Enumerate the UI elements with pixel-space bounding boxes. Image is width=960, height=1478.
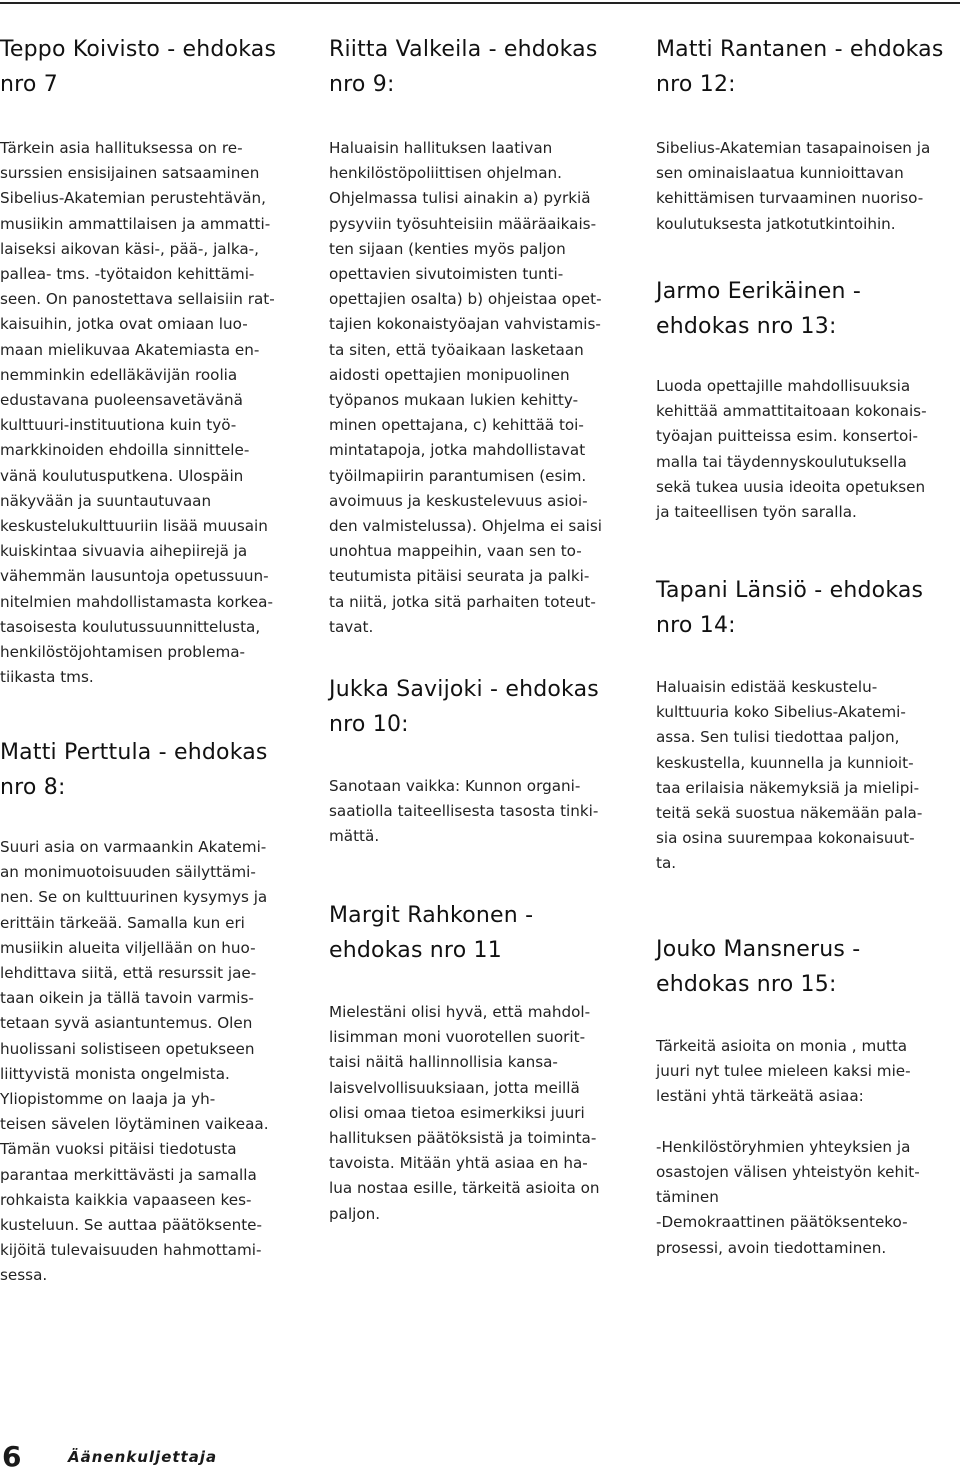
- candidate-heading: [656, 932, 958, 1002]
- candidate-block: [656, 573, 958, 877]
- candidate-statement: Haluaisin hallituksen laativan henkilöstöpoliittisen ohjelman. Ohjelmassa tulisi ainakin a) pyrkiä pysyviin työsuhteisiin määräaikais- ten sijaan (kenties myös paljon opettavien sivutoimisten tunti- opettajien osalta) b) ohjeistaa opet- tajien kokonaistyöajan vahvistamis- ta siten, että työaikaan lasketaan aidosti opettajien monipuolinen työpanos mukaan lukien kehitty- minen opettajana, c) kehittää toi- mintatapoja, jotka mahdollistavat työilmapiirin parantumisen (esim. avoimuus ja keskustelevuus asioi- den valmistelussa). Ohjelma ei saisi unohtua mappeihin, vaan sen to- teutumista pitäisi seurata ja palki- ta niitä, jotka sitä parhaiten toteut- tavat.: [329, 139, 602, 636]
- candidate-number: ehdokas nro 11: [329, 938, 502, 963]
- top-rule: [0, 2, 960, 4]
- candidate-name: Teppo Koivisto - ehdokas: [0, 37, 277, 62]
- candidate-heading: [329, 672, 632, 742]
- candidate-block: [329, 32, 632, 640]
- candidate-name: Jukka Savijoki - ehdokas: [329, 677, 599, 702]
- candidate-heading: [0, 735, 308, 805]
- candidate-heading: [656, 573, 958, 643]
- candidate-name: Tapani Länsiö - ehdokas: [656, 578, 924, 603]
- candidate-number: nro 12:: [656, 72, 736, 97]
- candidate-statement: Sibelius-Akatemian tasapainoisen ja sen ominaislaatua kunnioittavan kehittämisen turvaaminen nuoriso- koulutuksesta jatkotutkintoihin.: [656, 139, 931, 233]
- candidate-statement: Suuri asia on varmaankin Akatemi- an monimuotoisuuden säilyttämi- nen. Se on kulttuurinen kysymys ja erittäin tärkeää. Samalla kun eri musiikin alueita viljellään on huo- lehdittava siitä, että resurssit jae- taan oikein ja tällä tavoin varmis- tetaan syvä asiantuntemus. Olen huolissani solistiseen opetukseen liittyvistä monista ongelmista. Yliopistomme on laaja ja yh- teisen sävelen löytäminen vaikeaa. Tämän vuoksi pitäisi tiedotusta parantaa merkittävästi ja samalla rohkaista kaikkia vapaaseen kes- kusteluun. Se auttaa päätöksente- kijöitä tulevaisuuden hahmottami- sessa.: [0, 838, 269, 1285]
- candidate-heading: [329, 32, 632, 102]
- page-number: 6: [2, 1440, 22, 1473]
- candidate-number: nro 14:: [656, 613, 736, 638]
- candidate-statement: Haluaisin edistää keskustelu- kulttuuria koko Sibelius-Akatemi- assa. Sen tulisi tiedottaa paljon, keskustella, kuunnella ja kunnioit- taa erilaisia näkemyksiä ja mielipi- teitä sekä suostua näkemään pala- sia osina suurempaa kokonaisuut- ta.: [656, 678, 923, 873]
- candidate-statement: Tärkein asia hallituksessa on re- surssien ensisijainen satsaaminen Sibelius-Akatemian perustehtävän, musiikin ammattilaisen ja ammatti- laiseksi aikovan käsi-, pää-, jalka-, pallea- tms. -työtaidon kehittämi- seen. On panostettava sellaisiin rat- kaisuihin, jotka ovat omiaan luo- maan mielikuvaa Akatemiasta en- nemminkin edelläkävijän roolia edustavana puoleensavetävänä kulttuuri-instituutiona kuin työ- markkinoiden ehdoilla sinnittele- vänä koulutusputkena. Ulospäin näkyvään ja suuntautuvaan keskustelukulttuuriin lisää muusain kuiskintaa sivuavia aihepiirejä ja vähemmän lausuntoja opetussuun- nitelmien mahdollistamasta korkea- tasoisesta koulutussuunnittelusta, henkilöstöjohtamisen problema- tiikasta tms.: [0, 139, 275, 687]
- candidate-name: Matti Perttula - ehdokas: [0, 740, 268, 765]
- candidate-name: Margit Rahkonen -: [329, 903, 534, 928]
- candidate-block: [329, 898, 632, 1227]
- candidate-name: Matti Rantanen - ehdokas: [656, 37, 944, 62]
- candidate-heading: [0, 32, 308, 102]
- candidate-statement: Mielestäni olisi hyvä, että mahdol- lisimman moni vuorotellen suorit- taisi näitä hallinnollisia kansa- laisvelvollisuuksiaan, jotta meillä olisi omaa tietoa esimerkiksi juuri hallituksen päätöksistä ja toiminta- tavoista. Mitään yhtä asiaa en ha- lua nostaa esille, tärkeitä asioita on paljon.: [329, 1003, 600, 1223]
- candidate-number: nro 8:: [0, 775, 66, 800]
- candidate-heading: [656, 274, 958, 344]
- candidate-statement: Sanotaan vaikka: Kunnon organi- saatiolla taiteellisesta tasosta tinki- mättä.: [329, 777, 599, 846]
- candidate-number: nro 7: [0, 72, 58, 97]
- candidate-heading: [329, 898, 632, 968]
- candidate-block: [656, 32, 958, 237]
- candidate-number: ehdokas nro 13:: [656, 314, 837, 339]
- candidate-heading: [656, 32, 958, 102]
- candidate-block: [0, 32, 308, 690]
- candidate-block: [0, 735, 308, 1289]
- candidate-statement: Luoda opettajille mahdollisuuksia kehittää ammattitaitoaan kokonais- työajan puitteissa esim. konsertoi- malla tai täydennyskoulutuksella sekä tukea uusia ideoita opetuksen ja taiteellisen työn saralla.: [656, 377, 927, 522]
- candidate-name: Jarmo Eerikäinen -: [656, 279, 862, 304]
- candidate-name: Riitta Valkeila - ehdokas: [329, 37, 598, 62]
- candidate-statement: Tärkeitä asioita on monia , mutta juuri nyt tulee mieleen kaksi mie- lestäni yhtä tärkeätä asiaa: -Henkilöstöryhmien yhteyksien ja osastojen välisen yhteistyön kehit- täminen -Demokraattinen päätöksenteko- prosessi, avoin tiedottaminen.: [656, 1037, 920, 1257]
- candidate-name: Jouko Mansnerus -: [656, 937, 861, 962]
- candidate-number: nro 9:: [329, 72, 395, 97]
- candidate-number: nro 10:: [329, 712, 409, 737]
- candidate-block: [656, 932, 958, 1261]
- magazine-name: Äänenkuljettaja: [68, 1448, 218, 1466]
- candidate-block: [656, 274, 958, 525]
- candidate-block: [329, 672, 632, 850]
- candidate-number: ehdokas nro 15:: [656, 972, 837, 997]
